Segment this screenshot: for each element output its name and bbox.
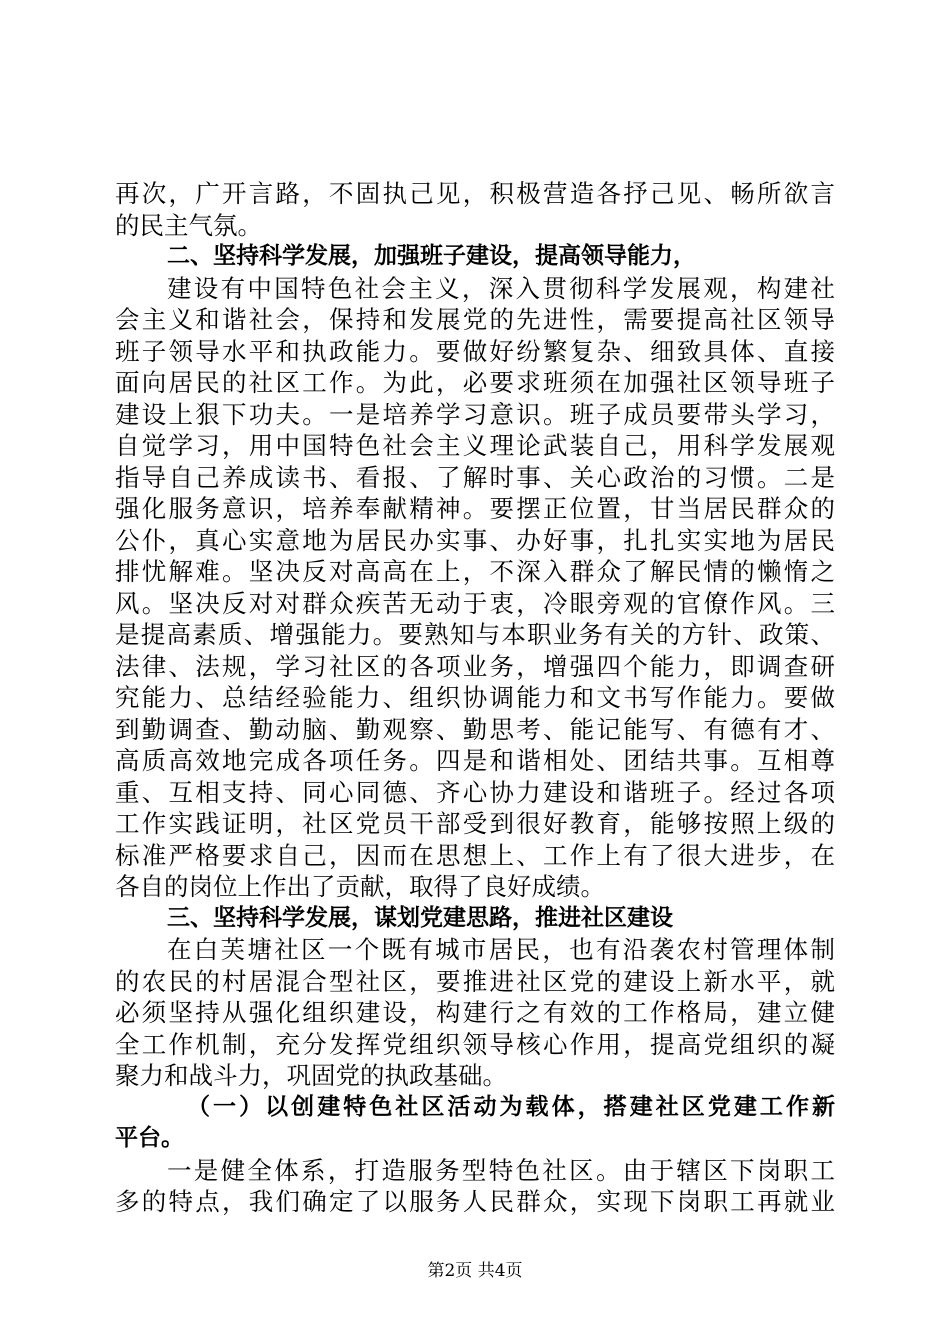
body-text-line: 标准严格要求自己，因而在思想上、工作上有了很大进步，在	[115, 840, 835, 870]
paragraph-first-line: 在白芙塘社区一个既有城市居民，也有沿袭农村管理体制	[167, 935, 835, 964]
paragraph-first-line: 建设有中国特色社会主义，深入贯彻科学发展观，构建社	[167, 273, 835, 303]
body-text-line: 工作实践证明，社区党员干部受到很好教育，能够按照上级的	[115, 809, 835, 838]
body-text-line: 法律、法规，学习社区的各项业务，增强四个能力，即调查研	[115, 651, 835, 681]
body-text-line: 各自的岗位上作出了贡献，取得了良好成绩。	[115, 872, 605, 901]
body-text-line: 的农民的村居混合型社区，要推进社区党的建设上新水平，就	[115, 966, 835, 996]
body-text-line: 风。坚决反对对群众疾苦无动于衷，冷眼旁观的官僚作风。三	[115, 588, 835, 618]
body-text-line: 再次，广开言路，不固执己见，积极营造各抒己见、畅所欲言	[115, 179, 835, 208]
body-text-line: 班子领导水平和执政能力。要做好纷繁复杂、细致具体、直接	[115, 336, 835, 366]
body-text-line: 公仆，真心实意地为居民办实事、办好事，扎扎实实地为居民	[115, 525, 835, 555]
body-text-line: 聚力和战斗力，巩固党的执政基础。	[115, 1061, 507, 1090]
section-heading: 三、坚持科学发展，谋划党建思路，推进社区建设	[167, 904, 673, 931]
body-text-line: 的民主气氛。	[115, 210, 262, 240]
paragraph-first-line: 一是健全体系，打造服务型特色社区。由于辖区下岗职工	[167, 1155, 835, 1185]
body-text-line: 到勤调查、勤动脑、勤观察、勤思考、能记能写、有德有才、	[115, 714, 835, 744]
body-text-line: 多的特点，我们确定了以服务人民群众，实现下岗职工再就业	[115, 1187, 835, 1216]
body-text-line: 指导自己养成读书、看报、了解时事、关心政治的习惯。二是	[115, 462, 835, 492]
body-text-line: 会主义和谐社会，保持和发展党的先进性，需要提高社区领导	[115, 305, 835, 334]
body-text-line: 重、互相支持、同心同德、齐心协力建设和谐班子。经过各项	[115, 777, 835, 807]
page-footer: 第2页 共4页	[427, 1261, 523, 1281]
body-text-line: 全工作机制，充分发挥党组织领导核心作用，提高党组织的凝	[115, 1029, 835, 1059]
body-text-line: 面向居民的社区工作。为此，必要求班须在加强社区领导班子	[115, 368, 835, 397]
body-text-line: 自觉学习，用中国特色社会主义理论武装自己，用科学发展观	[115, 431, 835, 460]
subsection-heading: （一）以创建特色社区活动为载体，搭建社区党建工作新	[187, 1093, 835, 1120]
body-text-line: 究能力、总结经验能力、组织协调能力和文书写作能力。要做	[115, 683, 835, 712]
body-text-line: 强化服务意识，培养奉献精神。要摆正位置，甘当居民群众的	[115, 494, 835, 523]
body-text-line: 高质高效地完成各项任务。四是和谐相处、团结共事。互相尊	[115, 746, 835, 775]
body-text-line: 排忧解难。坚决反对高高在上，不深入群众了解民情的懒惰之	[115, 557, 835, 586]
body-text-line: 必须坚持从强化组织建设，构建行之有效的工作格局，建立健	[115, 998, 835, 1027]
body-text-line: 是提高素质、增强能力。要熟知与本职业务有关的方针、政策、	[115, 620, 835, 649]
body-text-line: 建设上狠下功夫。一是培养学习意识。班子成员要带头学习，	[115, 399, 835, 429]
document-body	[115, 178, 835, 1218]
subsection-heading-cont: 平台。	[115, 1125, 184, 1151]
section-heading: 二、坚持科学发展，加强班子建设，提高领导能力，	[167, 243, 696, 269]
